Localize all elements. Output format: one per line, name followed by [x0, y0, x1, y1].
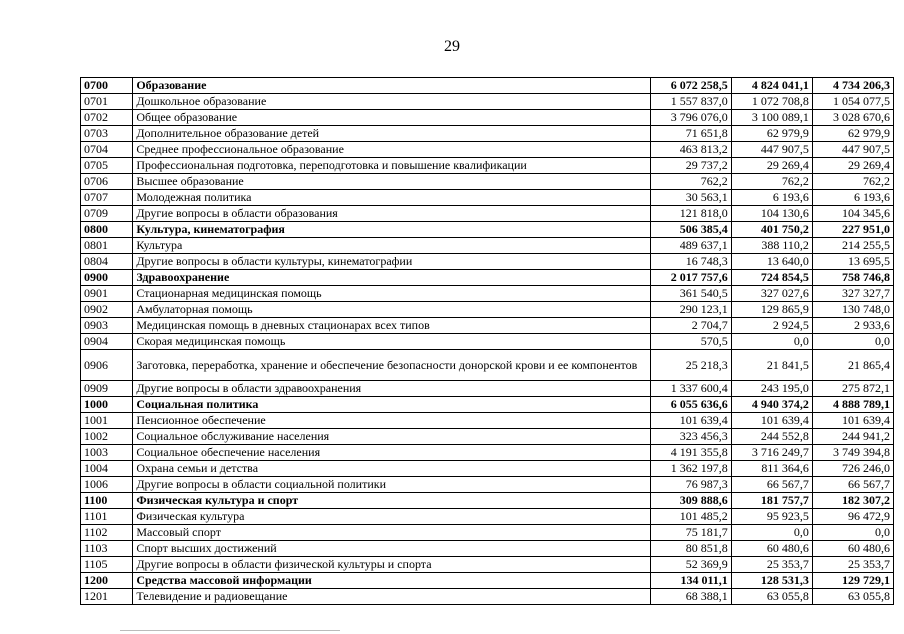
row-code: 1201	[81, 589, 133, 605]
row-value-3: 6 193,6	[812, 190, 893, 206]
row-name: Дополнительное образование детей	[133, 126, 650, 142]
footer-divider	[120, 630, 340, 631]
table-row	[81, 445, 894, 461]
row-value-1: 463 813,2	[650, 142, 731, 158]
row-name: Другие вопросы в области культуры, кинематографии	[133, 254, 650, 270]
table-row	[81, 334, 894, 350]
row-code: 0701	[81, 94, 133, 110]
table-row	[81, 509, 894, 525]
row-value-2: 25 353,7	[731, 557, 812, 573]
row-value-2: 6 193,6	[731, 190, 812, 206]
table-row	[81, 206, 894, 222]
row-value-1: 3 796 076,0	[650, 110, 731, 126]
row-value-1: 101 485,2	[650, 509, 731, 525]
row-value-2: 811 364,6	[731, 461, 812, 477]
row-value-3: 66 567,7	[812, 477, 893, 493]
row-value-3: 244 941,2	[812, 429, 893, 445]
row-code: 1102	[81, 525, 133, 541]
table-row	[81, 318, 894, 334]
row-value-1: 16 748,3	[650, 254, 731, 270]
table-row	[81, 429, 894, 445]
row-name: Культура	[133, 238, 650, 254]
row-value-2: 0,0	[731, 334, 812, 350]
row-name: Физическая культура	[133, 509, 650, 525]
row-name: Социальное обеспечение населения	[133, 445, 650, 461]
row-name: Амбулаторная помощь	[133, 302, 650, 318]
row-code: 0707	[81, 190, 133, 206]
row-value-1: 1 337 600,4	[650, 381, 731, 397]
row-name: Образование	[133, 78, 650, 94]
row-value-1: 309 888,6	[650, 493, 731, 509]
row-name: Охрана семьи и детства	[133, 461, 650, 477]
table-row	[81, 158, 894, 174]
row-value-3: 327 327,7	[812, 286, 893, 302]
table-row	[81, 286, 894, 302]
row-code: 1006	[81, 477, 133, 493]
row-code: 1002	[81, 429, 133, 445]
row-code: 1101	[81, 509, 133, 525]
row-value-1: 570,5	[650, 334, 731, 350]
row-value-3: 25 353,7	[812, 557, 893, 573]
row-value-1: 75 181,7	[650, 525, 731, 541]
row-code: 0901	[81, 286, 133, 302]
row-name: Другие вопросы в области социальной политики	[133, 477, 650, 493]
table-row	[81, 557, 894, 573]
row-value-2: 243 195,0	[731, 381, 812, 397]
row-name: Массовый спорт	[133, 525, 650, 541]
row-code: 0706	[81, 174, 133, 190]
row-code: 1000	[81, 397, 133, 413]
row-code: 0700	[81, 78, 133, 94]
row-value-1: 30 563,1	[650, 190, 731, 206]
row-value-1: 76 987,3	[650, 477, 731, 493]
row-code: 0704	[81, 142, 133, 158]
row-value-1: 2 704,7	[650, 318, 731, 334]
row-value-3: 13 695,5	[812, 254, 893, 270]
row-code: 0903	[81, 318, 133, 334]
row-value-1: 290 123,1	[650, 302, 731, 318]
row-value-3: 3 028 670,6	[812, 110, 893, 126]
row-value-3: 63 055,8	[812, 589, 893, 605]
row-name: Заготовка, переработка, хранение и обеспечение безопасности донорской крови и ее компонентов	[133, 350, 650, 381]
row-value-1: 1 557 837,0	[650, 94, 731, 110]
row-code: 1103	[81, 541, 133, 557]
row-name: Скорая медицинская помощь	[133, 334, 650, 350]
row-value-2: 13 640,0	[731, 254, 812, 270]
table-row	[81, 589, 894, 605]
row-value-3: 29 269,4	[812, 158, 893, 174]
row-name: Высшее образование	[133, 174, 650, 190]
row-code: 0709	[81, 206, 133, 222]
table-row	[81, 78, 894, 94]
row-name: Спорт высших достижений	[133, 541, 650, 557]
table-row	[81, 126, 894, 142]
row-value-3: 4 888 789,1	[812, 397, 893, 413]
row-value-2: 244 552,8	[731, 429, 812, 445]
row-value-2: 3 100 089,1	[731, 110, 812, 126]
row-value-3: 96 472,9	[812, 509, 893, 525]
table-row	[81, 413, 894, 429]
row-code: 0801	[81, 238, 133, 254]
row-value-2: 104 130,6	[731, 206, 812, 222]
table-row	[81, 142, 894, 158]
row-value-1: 2 017 757,6	[650, 270, 731, 286]
table-row	[81, 222, 894, 238]
row-value-3: 101 639,4	[812, 413, 893, 429]
table-row	[81, 493, 894, 509]
table-row	[81, 525, 894, 541]
row-value-2: 447 907,5	[731, 142, 812, 158]
row-value-1: 6 072 258,5	[650, 78, 731, 94]
row-value-3: 758 746,8	[812, 270, 893, 286]
row-code: 1003	[81, 445, 133, 461]
table-row	[81, 461, 894, 477]
row-value-2: 4 824 041,1	[731, 78, 812, 94]
row-value-2: 0,0	[731, 525, 812, 541]
row-value-3: 3 749 394,8	[812, 445, 893, 461]
row-value-1: 4 191 355,8	[650, 445, 731, 461]
row-name: Другие вопросы в области здравоохранения	[133, 381, 650, 397]
row-value-3: 0,0	[812, 525, 893, 541]
row-value-2: 63 055,8	[731, 589, 812, 605]
row-name: Молодежная политика	[133, 190, 650, 206]
row-value-1: 762,2	[650, 174, 731, 190]
row-code: 1200	[81, 573, 133, 589]
table-row	[81, 302, 894, 318]
row-value-3: 275 872,1	[812, 381, 893, 397]
row-value-3: 2 933,6	[812, 318, 893, 334]
row-value-2: 3 716 249,7	[731, 445, 812, 461]
row-value-1: 506 385,4	[650, 222, 731, 238]
table-row	[81, 254, 894, 270]
row-code: 0804	[81, 254, 133, 270]
row-code: 0800	[81, 222, 133, 238]
row-value-1: 6 055 636,6	[650, 397, 731, 413]
row-value-3: 60 480,6	[812, 541, 893, 557]
row-name: Стационарная медицинская помощь	[133, 286, 650, 302]
row-name: Физическая культура и спорт	[133, 493, 650, 509]
row-name: Среднее профессиональное образование	[133, 142, 650, 158]
row-value-3: 227 951,0	[812, 222, 893, 238]
row-value-3: 129 729,1	[812, 573, 893, 589]
row-value-1: 121 818,0	[650, 206, 731, 222]
row-value-2: 327 027,6	[731, 286, 812, 302]
row-value-3: 62 979,9	[812, 126, 893, 142]
row-value-1: 134 011,1	[650, 573, 731, 589]
row-value-1: 1 362 197,8	[650, 461, 731, 477]
row-value-3: 21 865,4	[812, 350, 893, 381]
row-value-3: 104 345,6	[812, 206, 893, 222]
row-value-3: 0,0	[812, 334, 893, 350]
row-name: Социальное обслуживание населения	[133, 429, 650, 445]
row-name: Общее образование	[133, 110, 650, 126]
row-code: 0702	[81, 110, 133, 126]
table-row	[81, 190, 894, 206]
row-value-2: 401 750,2	[731, 222, 812, 238]
row-value-3: 214 255,5	[812, 238, 893, 254]
table-row	[81, 94, 894, 110]
row-name: Социальная политика	[133, 397, 650, 413]
row-value-3: 4 734 206,3	[812, 78, 893, 94]
row-code: 0703	[81, 126, 133, 142]
row-value-1: 489 637,1	[650, 238, 731, 254]
row-value-2: 95 923,5	[731, 509, 812, 525]
row-value-1: 71 651,8	[650, 126, 731, 142]
row-code: 1001	[81, 413, 133, 429]
row-value-2: 129 865,9	[731, 302, 812, 318]
row-code: 0909	[81, 381, 133, 397]
budget-table	[80, 77, 894, 605]
row-value-3: 130 748,0	[812, 302, 893, 318]
row-value-2: 21 841,5	[731, 350, 812, 381]
row-value-1: 52 369,9	[650, 557, 731, 573]
row-value-2: 388 110,2	[731, 238, 812, 254]
row-name: Другие вопросы в области образования	[133, 206, 650, 222]
row-name: Культура, кинематография	[133, 222, 650, 238]
row-value-1: 25 218,3	[650, 350, 731, 381]
row-value-3: 182 307,2	[812, 493, 893, 509]
table-row	[81, 541, 894, 557]
row-name: Дошкольное образование	[133, 94, 650, 110]
row-value-2: 62 979,9	[731, 126, 812, 142]
row-code: 0902	[81, 302, 133, 318]
row-code: 0900	[81, 270, 133, 286]
row-value-1: 29 737,2	[650, 158, 731, 174]
row-code: 1105	[81, 557, 133, 573]
row-value-3: 762,2	[812, 174, 893, 190]
table-row	[81, 350, 894, 381]
row-name: Медицинская помощь в дневных стационарах всех типов	[133, 318, 650, 334]
budget-table-body	[81, 78, 894, 605]
row-value-2: 4 940 374,2	[731, 397, 812, 413]
row-value-2: 128 531,3	[731, 573, 812, 589]
table-row	[81, 397, 894, 413]
page-number: 29	[444, 38, 460, 55]
row-code: 0906	[81, 350, 133, 381]
row-name: Другие вопросы в области физической культуры и спорта	[133, 557, 650, 573]
row-value-2: 60 480,6	[731, 541, 812, 557]
row-code: 0904	[81, 334, 133, 350]
row-value-1: 361 540,5	[650, 286, 731, 302]
row-name: Пенсионное обеспечение	[133, 413, 650, 429]
row-value-1: 68 388,1	[650, 589, 731, 605]
row-value-1: 101 639,4	[650, 413, 731, 429]
row-value-1: 80 851,8	[650, 541, 731, 557]
table-row	[81, 573, 894, 589]
row-value-3: 726 246,0	[812, 461, 893, 477]
row-value-3: 1 054 077,5	[812, 94, 893, 110]
row-name: Средства массовой информации	[133, 573, 650, 589]
row-value-2: 181 757,7	[731, 493, 812, 509]
row-name: Телевидение и радиовещание	[133, 589, 650, 605]
table-row	[81, 381, 894, 397]
table-row	[81, 238, 894, 254]
row-code: 0705	[81, 158, 133, 174]
row-code: 1004	[81, 461, 133, 477]
table-row	[81, 110, 894, 126]
row-name: Профессиональная подготовка, переподготовка и повышение квалификации	[133, 158, 650, 174]
row-value-3: 447 907,5	[812, 142, 893, 158]
table-row	[81, 477, 894, 493]
row-value-2: 762,2	[731, 174, 812, 190]
row-value-2: 2 924,5	[731, 318, 812, 334]
row-name: Здравоохранение	[133, 270, 650, 286]
row-value-2: 29 269,4	[731, 158, 812, 174]
row-value-2: 66 567,7	[731, 477, 812, 493]
table-row	[81, 270, 894, 286]
row-value-1: 323 456,3	[650, 429, 731, 445]
table-row	[81, 174, 894, 190]
row-code: 1100	[81, 493, 133, 509]
row-value-2: 724 854,5	[731, 270, 812, 286]
row-value-2: 101 639,4	[731, 413, 812, 429]
row-value-2: 1 072 708,8	[731, 94, 812, 110]
